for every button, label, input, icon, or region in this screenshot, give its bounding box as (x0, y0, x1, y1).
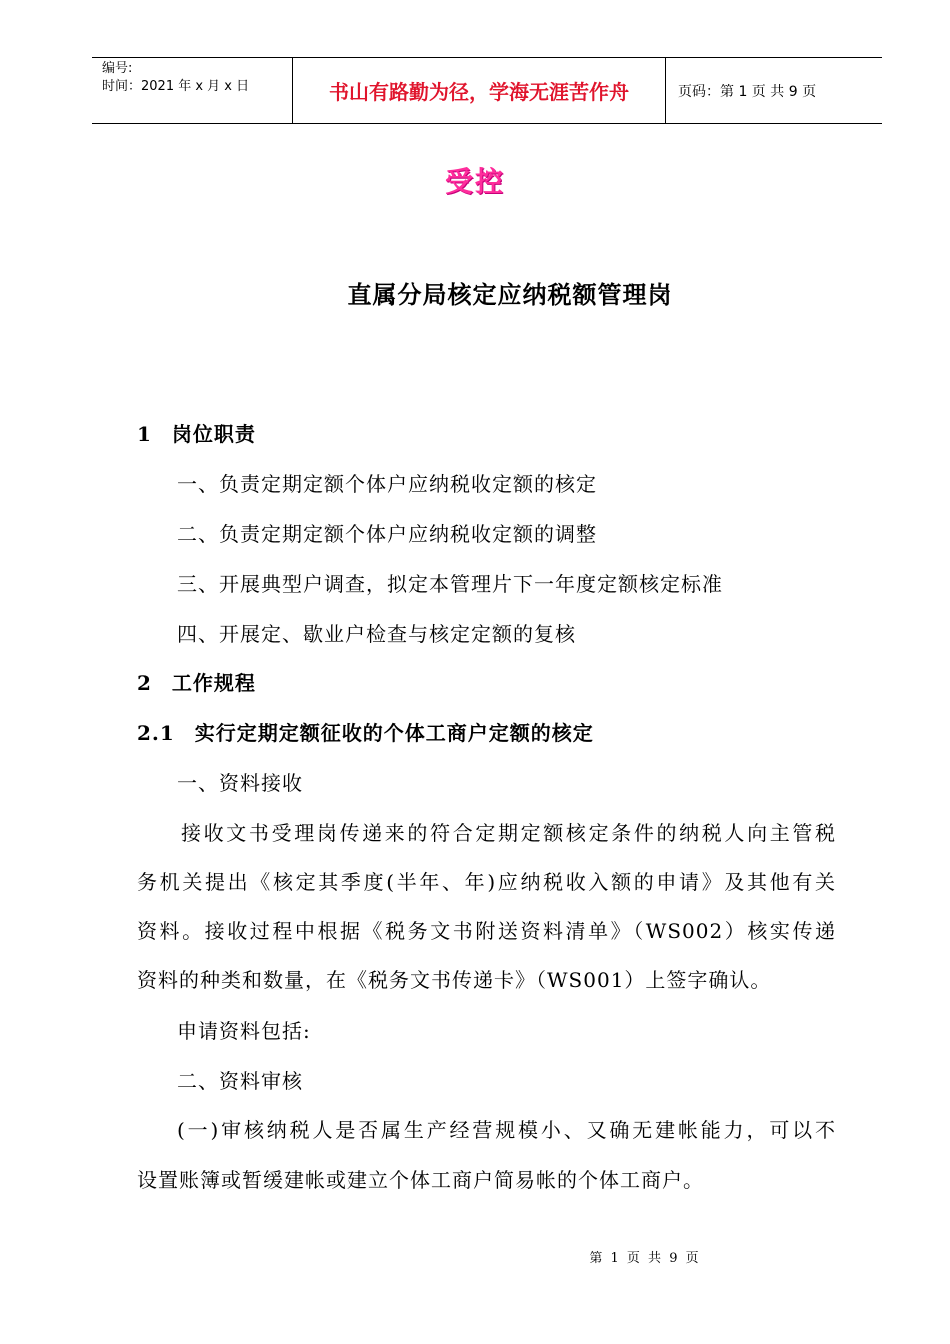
page-footer: 第 1 页 共 9 页 (589, 1251, 701, 1266)
section-2-number: 2 (137, 671, 152, 695)
controlled-stamp: 受控 (444, 165, 505, 198)
paragraph-1-line: 资料的种类和数量，在《税务文书传递卡》（WS001）上签字确认。 (137, 968, 772, 992)
section-1-number: 1 (137, 422, 152, 446)
doc-date-label: 时间：2021 年 x 月 x 日 (102, 79, 250, 94)
apply-materials-label: 申请资料包括: (177, 1019, 311, 1043)
paragraph-2-line: (一)审核纳税人是否属生产经营规模小、又确无建帐能力，可以不 (177, 1118, 836, 1142)
page-header (92, 57, 882, 124)
paragraph-1-line: 资料。接收过程中根据《税务文书附送资料清单》（WS002）核实传递 (137, 919, 836, 943)
duty-item: 二、负责定期定额个体户应纳税收定额的调整 (177, 522, 597, 546)
paragraph-2-line: 设置账簿或暂缓建帐或建立个体工商户简易帐的个体工商户。 (137, 1168, 704, 1192)
section-2-1-heading (137, 717, 594, 746)
section-2-1-number: 2.1 (137, 721, 175, 745)
section-2-heading (137, 667, 256, 696)
duty-item: 四、开展定、歇业户检查与核定定额的复核 (177, 622, 576, 646)
duty-item: 一、负责定期定额个体户应纳税收定额的核定 (177, 472, 597, 496)
step-1-heading: 一、资料接收 (177, 771, 303, 795)
document-title: 直属分局核定应纳税额管理岗 (347, 280, 673, 309)
section-2-1-title: 实行定期定额征收的个体工商户定额的核定 (194, 721, 594, 745)
step-2-heading: 二、资料审核 (177, 1069, 303, 1093)
section-1-title: 岗位职责 (171, 422, 256, 446)
duty-item: 三、开展典型户调查，拟定本管理片下一年度定额核定标准 (177, 572, 723, 596)
section-1-heading (137, 418, 256, 447)
header-page-info: 页码：第 1 页 共 9 页 (678, 83, 817, 100)
header-meta (92, 58, 293, 123)
paragraph-1-line: 接收文书受理岗传递来的符合定期定额核定条件的纳税人向主管税 (181, 821, 836, 845)
paragraph-1-line: 务机关提出《核定其季度(半年、年)应纳税收入额的申请》及其他有关 (137, 870, 836, 894)
section-2-title: 工作规程 (171, 671, 256, 695)
doc-number-label: 编号: (102, 61, 133, 76)
header-motto: 书山有路勤为径，学海无涯苦作舟 (293, 58, 666, 123)
